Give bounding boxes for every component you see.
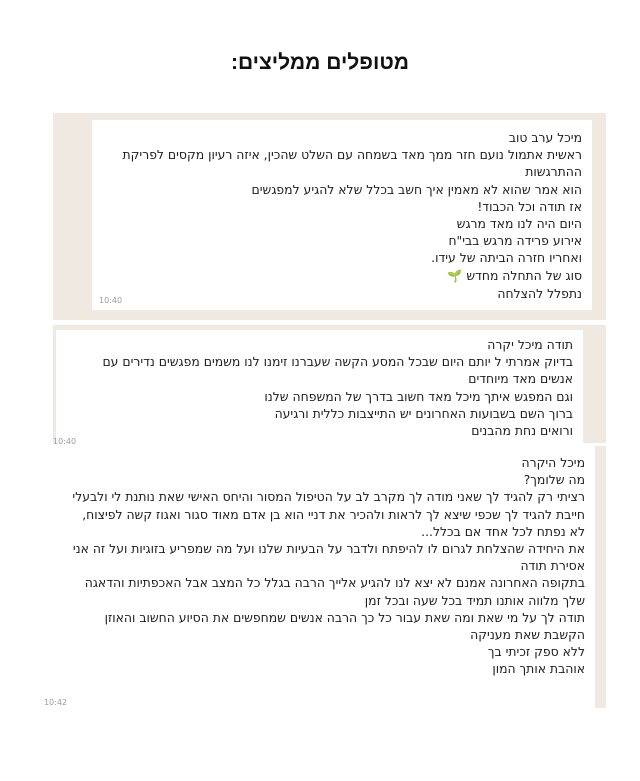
message-line: ורואים נחת מהבנים bbox=[471, 423, 573, 439]
message-line: רציתי רק להגיד לך שאני מודה לך מקרב לב על הטיפול המסור והיחס האישי שאת נותנת לי ולבעלי bbox=[72, 489, 585, 505]
page-title: מטופלים ממליצים: bbox=[230, 51, 410, 74]
sprout-emoji-icon: 🌱 bbox=[447, 268, 463, 283]
message-line: בדיוק אמרתי ל יותם היום שבכל המסע הקשה שעברנו זימנו לנו משמים מפגשים נדירים עם אנשים מאד מיוחדים bbox=[102, 354, 573, 387]
message-line: היום היה לנו מאד מרגש bbox=[456, 216, 582, 232]
message-timestamp bbox=[43, 698, 67, 707]
message-line: ברוך השם בשבועות האחרונים יש התייצבות כללית ורגיעה bbox=[274, 405, 573, 421]
message-line: את היחידה שהצלחת לגרום לו להיפתח ולדבר על הבעיות שלנו ועל מה שמפריע בזוגיות ועל זה אני אסירת תודה bbox=[72, 541, 585, 574]
message-timestamp-text: 10:42 bbox=[43, 698, 67, 707]
message-line: מיכל היקרה bbox=[521, 455, 585, 470]
message-timestamp: 10:40 bbox=[99, 296, 123, 305]
message-line: נתפלל להצלחה bbox=[497, 285, 582, 301]
message-bubble-1 bbox=[92, 120, 592, 310]
message-line: אירוע פרידה מרגש בבי"ח bbox=[448, 233, 582, 249]
message-line: תודה מיכל יקרה bbox=[487, 337, 573, 352]
message-line: אוהבת אותך המון bbox=[492, 661, 585, 677]
message-bubble-2 bbox=[56, 330, 583, 443]
message-line: ראשית אתמול נועם חזר ממך מאד בשמחה עם השלט שהכין, איזה רעיון מקסים לפריקת ההתרגשות bbox=[122, 147, 582, 180]
message-line-text: סוג של התחלה מחדש bbox=[466, 267, 582, 283]
message-line: ללא ספק זכיתי בך bbox=[487, 644, 585, 660]
message-line: הוא אמר שהוא לא מאמין איך חשב בכלל שלא להגיע למפגשים bbox=[251, 181, 582, 197]
message-timestamp: 10:40 bbox=[53, 437, 77, 446]
message-line: מה שלומך? bbox=[523, 472, 585, 488]
message-line: בתקופה האחרונה אמנם לא יצא לנו להגיע אלייך הרבה בגלל כל המצב אבל האכפתיות והדאגה שלך מלווה אותנו תמיד בכל שעה ובכל זמן bbox=[84, 575, 585, 608]
message-line: וגם המפגש איתך מיכל מאד חשוב בדרך של המשפחה שלנו bbox=[264, 388, 573, 404]
message-line: ואחריו חזרה הביתה של עידו. bbox=[431, 250, 582, 266]
message-line: תודה לך על מי שאת ומה שאת עבור כל כך הרבה אנשים שמחפשים את הסיוע החשוב והאוזן הקשבת שאת מעניקה bbox=[104, 609, 585, 643]
message-line: אז תודה וכל הכבוד! bbox=[477, 198, 582, 214]
message-line bbox=[102, 267, 582, 285]
message-bubble-3 bbox=[53, 446, 595, 708]
message-line: חייבת להגיד לך שכפי שיצא לך לראות ולהכיר את דניי הוא בן אדם מאוד סגור ואגוז קשה לפיצוח, לא נפתח לכל אחד אם בכלל... bbox=[82, 506, 585, 539]
message-line: מיכל ערב טוב bbox=[508, 130, 582, 145]
